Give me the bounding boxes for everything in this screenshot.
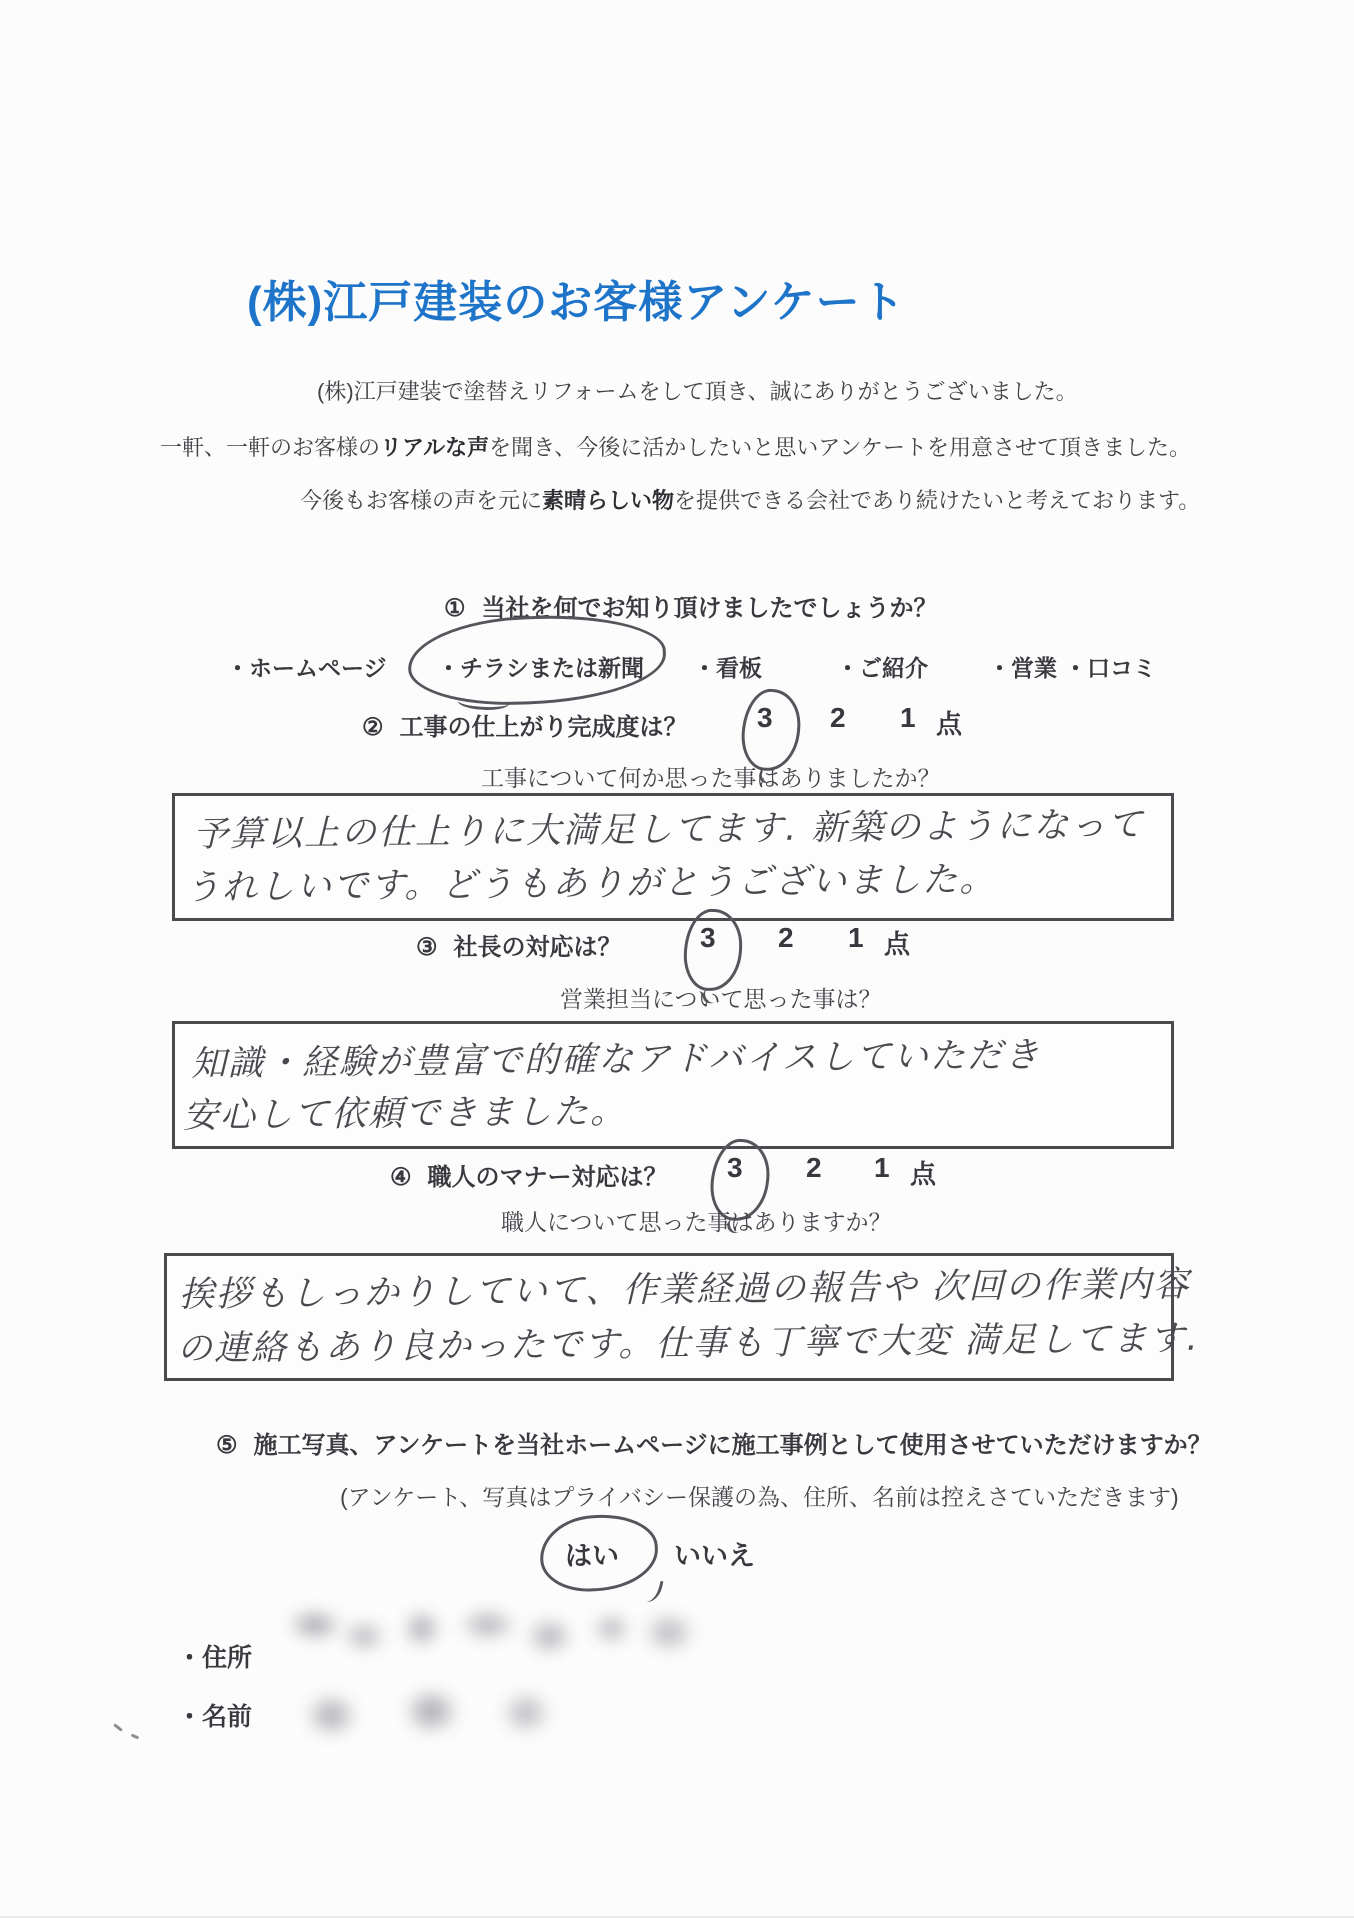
pen-scuff-mark bbox=[131, 1734, 140, 1740]
intro-line-2 bbox=[160, 431, 1191, 462]
q4-handwritten-answer-line-2: の連絡もあり良かったです。仕事も丁寧で大変 満足してます. bbox=[176, 1318, 1200, 1370]
q3-handwritten-answer-line-1: 知識・経験が豊富で的確なアドバイスしていただき bbox=[190, 1035, 1042, 1085]
intro-line-2-text: 一軒、一軒のお客様の bbox=[160, 435, 381, 460]
question-4-number: ④ bbox=[390, 1164, 412, 1191]
name-label: ・名前 bbox=[177, 1703, 253, 1731]
question-5-number: ⑤ bbox=[216, 1432, 238, 1459]
q1-option-flyer-newspaper: ・チラシまたは新聞 bbox=[437, 655, 644, 681]
q5-yes-label: はい bbox=[565, 1541, 619, 1571]
question-1-label: 当社を何でお知り頂けましたでしょうか？ bbox=[481, 595, 938, 622]
q5-selected-circle-mark bbox=[538, 1512, 660, 1594]
question-4-heading bbox=[390, 1157, 668, 1192]
question-3-number: ③ bbox=[416, 934, 438, 961]
question-1-number: ① bbox=[444, 595, 466, 622]
question-3-label: 社長の対応は？ bbox=[453, 934, 622, 961]
q4-answer-box bbox=[164, 1253, 1200, 1381]
intro-line-2-bold: リアルな声 bbox=[380, 435, 490, 460]
q2-score-unit: 点 bbox=[936, 709, 963, 739]
name-redacted-handwriting bbox=[298, 1680, 576, 1758]
intro-line-3-bold: 素晴らしい物 bbox=[542, 488, 675, 513]
q1-selected-circle-mark bbox=[407, 612, 668, 709]
q1-option-signboard: ・看板 bbox=[693, 655, 762, 681]
page-title: (株)江戸建装のお客様アンケート bbox=[247, 278, 906, 327]
question-3-heading bbox=[416, 927, 622, 962]
intro-line-3-rest: を提供できる会社であり続けたいと考えております。 bbox=[674, 488, 1201, 513]
q1-option-word-of-mouth: ・口コミ bbox=[1064, 655, 1156, 681]
q3-handwritten-answer-line-2: 安心して依頼できました。 bbox=[182, 1091, 628, 1137]
q2-handwritten-answer-line-1: 予算以上の仕上りに大満足してます. 新築のようになって bbox=[192, 805, 1145, 855]
intro-line-1 bbox=[317, 375, 1078, 406]
address-label: ・住所 bbox=[177, 1644, 253, 1672]
q3-answer-box bbox=[172, 1021, 1174, 1149]
q5-privacy-note: (アンケート、写真はプライバシー保護の為、住所、名前は控えさていただきます) bbox=[340, 1484, 1179, 1510]
q4-score-unit: 点 bbox=[910, 1159, 937, 1189]
q4-score-1: 1 bbox=[874, 1152, 890, 1183]
intro-line-3-text: 今後もお客様の声を元に bbox=[300, 488, 543, 513]
q1-option-sales: ・営業 bbox=[988, 655, 1057, 681]
q1-option-referral: ・ご紹介 bbox=[836, 655, 928, 681]
q3-score-unit: 点 bbox=[884, 929, 911, 959]
q2-subquestion: 工事について何か思った事はありましたか？ bbox=[481, 765, 941, 791]
intro-line-3 bbox=[300, 484, 1200, 515]
question-5-heading bbox=[216, 1425, 1212, 1460]
q4-handwritten-answer-line-1: 挨拶もしっかりしていて、作業経過の報告や 次回の作業内容 bbox=[178, 1264, 1191, 1316]
question-4-label: 職人のマナー対応は？ bbox=[427, 1164, 668, 1191]
q4-score-2: 2 bbox=[806, 1152, 822, 1183]
question-2-number: ② bbox=[362, 714, 384, 741]
q4-score-3: 3 bbox=[727, 1152, 743, 1183]
pen-scuff-mark bbox=[113, 1723, 123, 1732]
question-2-heading bbox=[362, 707, 688, 742]
address-redacted-handwriting bbox=[290, 1602, 702, 1678]
question-2-label: 工事の仕上がり完成度は？ bbox=[399, 714, 688, 741]
q2-handwritten-answer-line-2: うれしいです。どうもありがとうございました。 bbox=[184, 859, 997, 909]
intro-line-2-rest: を聞き、今後に活かしたいと思いアンケートを用意させて頂きました。 bbox=[489, 435, 1191, 460]
q3-score-3: 3 bbox=[700, 922, 716, 953]
q3-subquestion: 営業担当について思った事は？ bbox=[560, 986, 882, 1012]
q2-score-2: 2 bbox=[830, 702, 846, 733]
question-5-label: 施工写真、アンケートを当社ホームページに施工事例として使用させていただけますか？ bbox=[253, 1432, 1212, 1459]
q3-score-1: 1 bbox=[848, 922, 864, 953]
q5-no-label: いいえ bbox=[674, 1541, 755, 1571]
intro-line-1-text: (株)江戸建装で塗替えリフォームをして頂き、誠にありがとうございました。 bbox=[317, 379, 1078, 404]
q3-score-2: 2 bbox=[778, 922, 794, 953]
q2-score-1: 1 bbox=[900, 702, 916, 733]
q1-option-homepage: ・ホームページ bbox=[226, 655, 387, 681]
q2-answer-box bbox=[172, 793, 1174, 921]
q2-score-3: 3 bbox=[757, 702, 773, 733]
q4-subquestion: 職人について思った事はありますか？ bbox=[501, 1209, 892, 1235]
